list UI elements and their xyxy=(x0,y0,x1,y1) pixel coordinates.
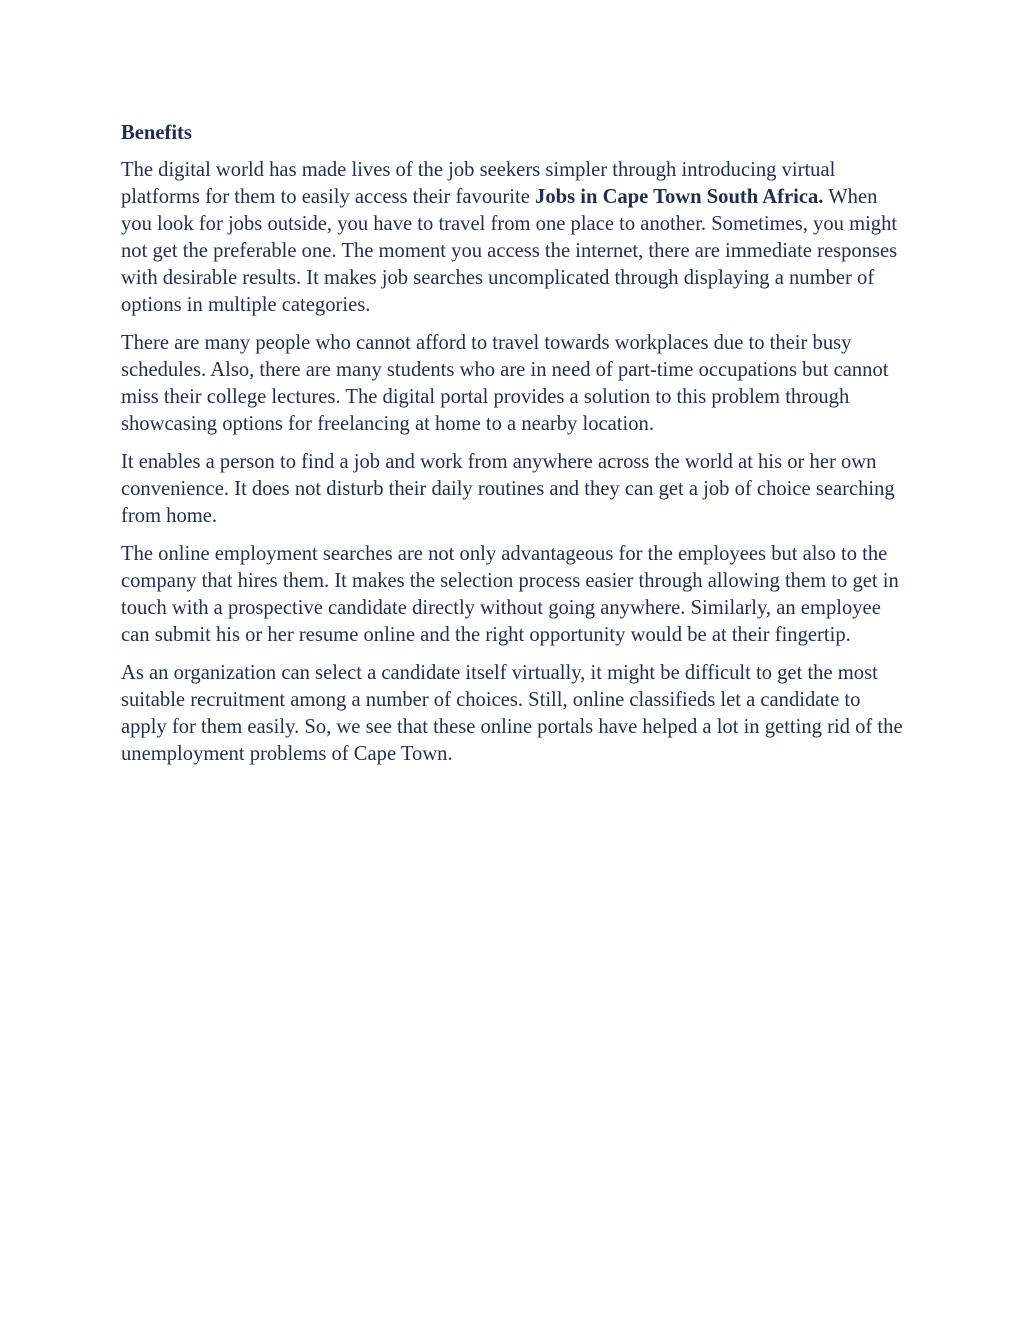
paragraph-5: As an organization can select a candidate itself virtually, it might be difficult to get the most suitable recruitment among a number of choices. Still, online classifieds let a candidate to apply for them easily. So, we see that these online portals have helped a lot in getting rid of the unemployment problems of Cape Town. xyxy=(121,662,903,765)
paragraph-1-bold-text: Jobs in Cape Town South Africa. xyxy=(535,186,824,208)
paragraph-1-text-after: When you look for jobs outside, you have to travel from one place to another. Sometimes, you might not get the preferable one. The moment you access the internet, there are immediate responses with desirable results. It makes job searches uncomplicated through displaying a number of options in multiple categories. xyxy=(121,186,898,316)
paragraph-1 xyxy=(121,157,911,319)
paragraph-1-text-before: The digital world has made lives of the job seekers simpler through introducing virtual platforms for them to easily access their favourite xyxy=(121,159,836,208)
document-body xyxy=(121,120,911,779)
section-heading: Benefits xyxy=(121,122,192,144)
paragraph-4: The online employment searches are not only advantageous for the employees but also to the company that hires them. It makes the selection process easier through allowing them to get in touch with a prospective candidate directly without going anywhere. Similarly, an employee can submit his or her resume online and the right opportunity would be at their fingertip. xyxy=(121,543,899,646)
paragraph-3: It enables a person to find a job and work from anywhere across the world at his or her own convenience. It does not disturb their daily routines and they can get a job of choice searching from home. xyxy=(121,451,895,527)
paragraph-2: There are many people who cannot afford to travel towards workplaces due to their busy schedules. Also, there are many students who are in need of part-time occupations but cannot miss their college lectures. The digital portal provides a solution to this problem through showcasing options for freelancing at home to a nearby location. xyxy=(121,332,889,435)
